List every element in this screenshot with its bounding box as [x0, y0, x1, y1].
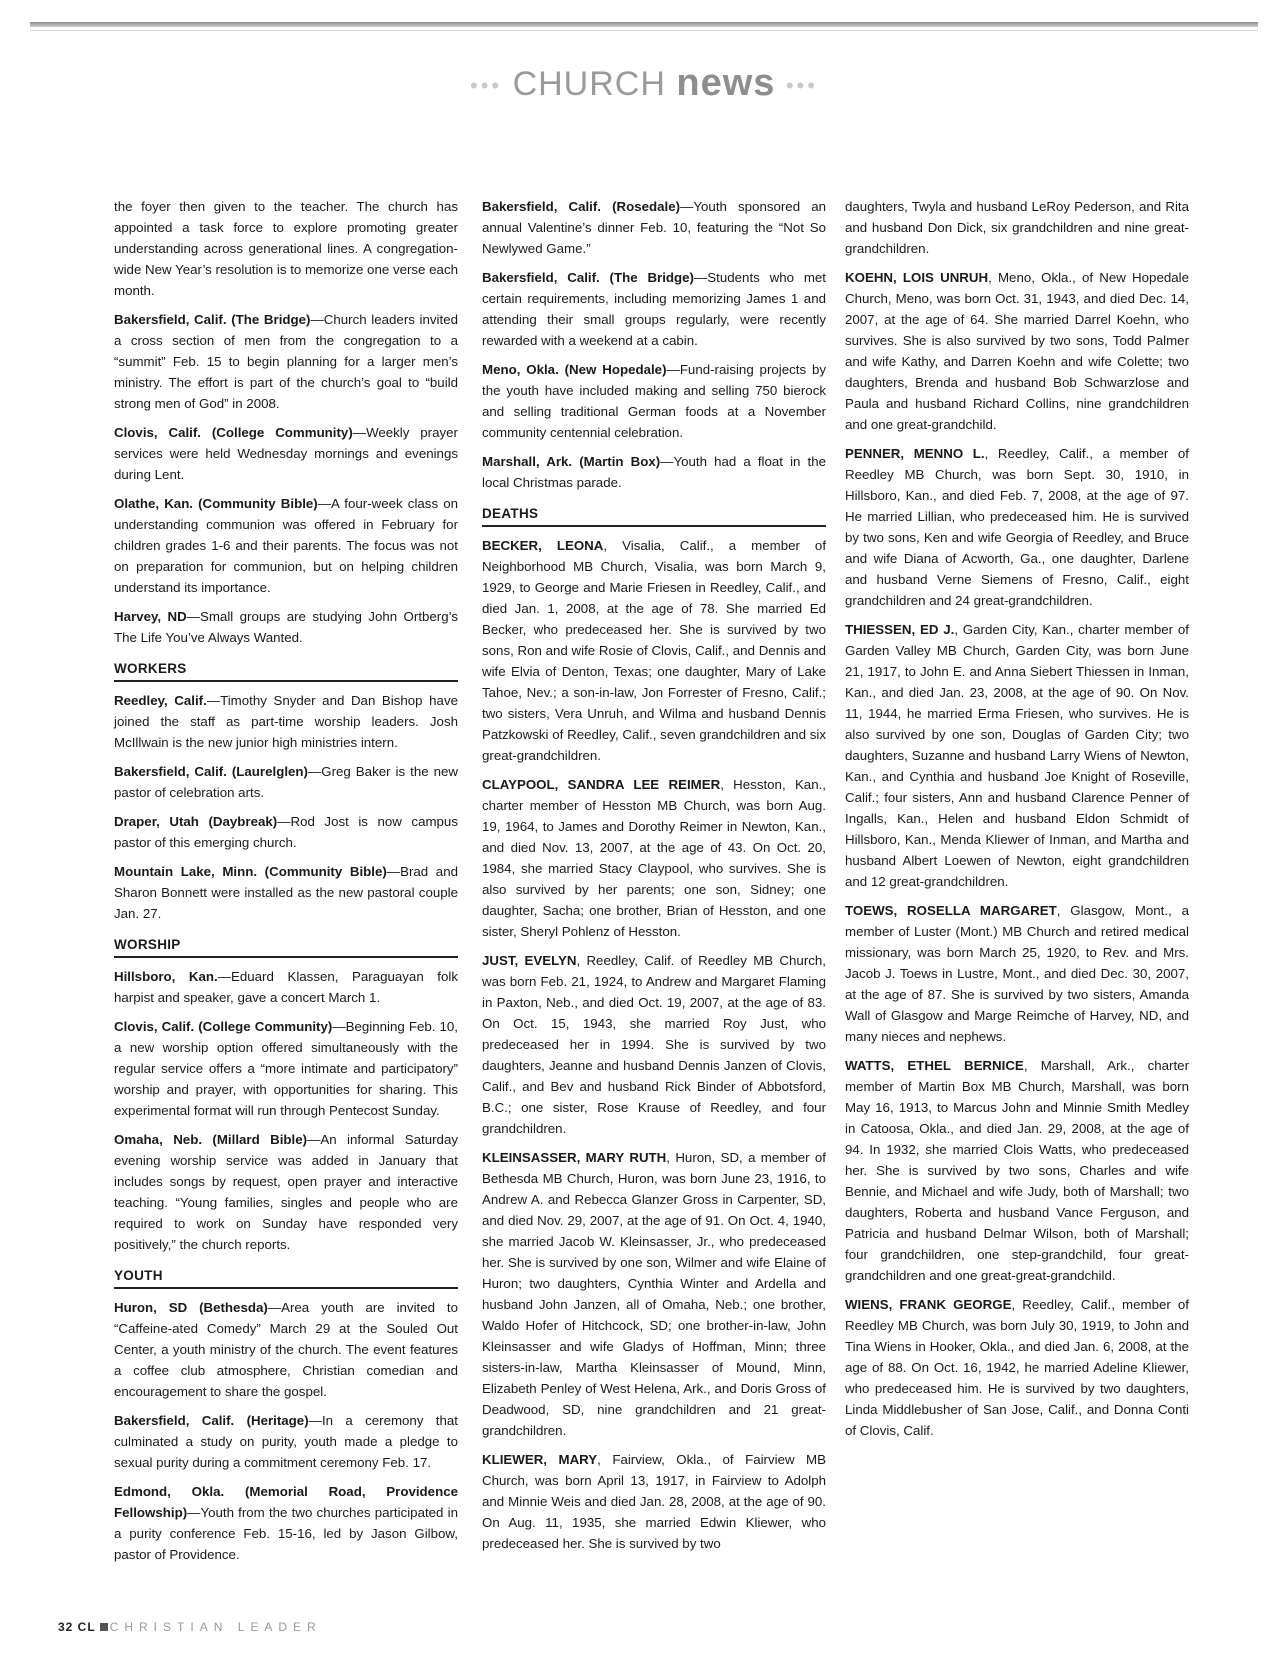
paragraph-lead: Bakersfield, Calif. (Laurelglen) — [114, 764, 308, 779]
news-paragraph — [114, 309, 458, 414]
header-dots-right: ••• — [785, 73, 818, 99]
news-items-worship — [114, 966, 458, 1255]
section-header — [0, 62, 1288, 105]
header-dots-left: ••• — [470, 73, 503, 99]
news-paragraph — [482, 1449, 826, 1554]
paragraph-text: —Small groups are studying John Ortberg’s The Life You’ve Always Wanted. — [114, 609, 458, 645]
paragraph-text: the foyer then given to the teacher. The church has appointed a task force to explore promoting greater understanding across generational lines. A congregation-wide New Year’s resolution is to memorize one verse each month. — [114, 199, 458, 298]
paragraph-text: —Rod Jost is now campus pastor of this emerging church. — [114, 814, 458, 850]
paragraph-text: , Marshall, Ark., charter member of Martin Box MB Church, Marshall, was born May 16, 1913, to Marcus John and Minnie Smith Medley in Catoosa, Okla., and died Jan. 29, 2008, at the age of 94. In 1932, she married Clois Watts, who predeceased her. She is survived by two sons, Charles and wife Bennie, and Michael and wife Judy, both of Marshall; two daughters, Roberta and husband Vance Ferguson, and Patricia and husband Delmar Wilson, both of Marshall; four grandchildren, one step-grandchild, four great-grandchildren and one great-great-grandchild. — [845, 1058, 1189, 1283]
paragraph-text: —Beginning Feb. 10, a new worship option offered simultaneously with the regular service offers a “more intimate and participatory” worship and prayer, with opportunities for sharing. This experimental format will run through Pentecost Sunday. — [114, 1019, 458, 1118]
paragraph-text: —Youth sponsored an annual Valentine’s dinner Feb. 10, featuring the “Not So Newlywed Game.” — [482, 199, 826, 256]
paragraph-lead: Mountain Lake, Minn. (Community Bible) — [114, 864, 387, 879]
news-paragraph — [845, 619, 1189, 892]
news-paragraph — [114, 1481, 458, 1565]
news-paragraph — [114, 493, 458, 598]
paragraph-text: , Meno, Okla., of New Hopedale Church, Meno, was born Oct. 31, 1943, and died Dec. 14, 2007, at the age of 64. She married Darrel Koehn, who survives. She is also survived by two sons, Todd Palmer and wife Kathy, and Darren Koehn and wife Colette; two daughters, Brenda and husband Bob Schwarzlose and Paula and husband Richard Collins, nine grandchildren and one great-grandchild. — [845, 270, 1189, 432]
paragraph-text: —Students who met certain requirements, including memorizing James 1 and attending their small groups regularly, were recently rewarded with a weekend at a cabin. — [482, 270, 826, 348]
news-paragraph — [114, 1129, 458, 1255]
paragraph-lead: Bakersfield, Calif. (Heritage) — [114, 1413, 309, 1428]
paragraph-lead: THIESSEN, ED J. — [845, 622, 955, 637]
column-2 — [482, 196, 826, 1562]
news-paragraph — [114, 196, 458, 301]
paragraph-text: —Brad and Sharon Bonnett were installed as the new pastoral couple Jan. 27. — [114, 864, 458, 921]
paragraph-text: —An informal Saturday evening worship service was added in January that includes songs by request, open prayer and interactive teaching. “Young families, singles and people who are required to work on Sunday have responded very positively,” the church reports. — [114, 1132, 458, 1252]
paragraph-lead: Clovis, Calif. (College Community) — [114, 425, 353, 440]
obituary-list — [482, 535, 826, 1554]
column-3 — [845, 196, 1189, 1449]
section-heading-youth: YOUTH — [114, 1265, 458, 1289]
paragraph-lead: Bakersfield, Calif. (The Bridge) — [114, 312, 311, 327]
paragraph-lead: Meno, Okla. (New Hopedale) — [482, 362, 667, 377]
top-rule-thin — [30, 30, 1258, 31]
news-paragraph — [482, 774, 826, 942]
paragraph-text: —Church leaders invited a cross section of men from the congregation to a “summit” Feb. 15 to begin planning for a larger men’s ministry. The effort is part of the church’s goal to “build strong men of God” in 2008. — [114, 312, 458, 411]
paragraph-lead: WIENS, FRANK GEORGE — [845, 1297, 1012, 1312]
paragraph-text: daughters, Twyla and husband LeRoy Pederson, and Rita and husband Don Dick, six grandchildren and nine great-grandchildren. — [845, 199, 1189, 256]
news-items-workers — [114, 690, 458, 924]
paragraph-lead: Olathe, Kan. (Community Bible) — [114, 496, 318, 511]
paragraph-text: , Reedley, Calif. of Reedley MB Church, was born Feb. 21, 1924, to Andrew and Margaret Flaming in Paxton, Neb., and died Oct. 19, 2007, at the age of 83. On Oct. 15, 1943, she married Roy Just, who predeceased her in 1994. She is survived by two daughters, Jeanne and husband Dennis Janzen of Clovis, Calif., and Bev and husband Rick Binder of Abbotsford, B.C.; one sister, Rose Krause of Reedley, and four grandchildren. — [482, 953, 826, 1136]
news-items-general — [114, 196, 458, 648]
paragraph-lead: Huron, SD (Bethesda) — [114, 1300, 268, 1315]
news-paragraph — [114, 1410, 458, 1473]
news-items-youth — [114, 1297, 458, 1565]
news-paragraph — [482, 535, 826, 766]
news-paragraph — [845, 196, 1189, 259]
section-heading-workers: WORKERS — [114, 658, 458, 682]
news-paragraph — [482, 1147, 826, 1441]
paragraph-text: —Weekly prayer services were held Wednesday mornings and evenings during Lent. — [114, 425, 458, 482]
paragraph-text: —Youth had a float in the local Christmas parade. — [482, 454, 827, 490]
paragraph-text: —Eduard Klassen, Paraguayan folk harpist and speaker, gave a concert March 1. — [114, 969, 458, 1005]
paragraph-text: , Glasgow, Mont., a member of Luster (Mont.) MB Church and retired medical missionary, was born March 25, 1920, to Rev. and Mrs. Jacob J. Toews in Lustre, Mont., and died Dec. 30, 2007, at the age of 87. She is survived by two sisters, Amanda Wall of Glasgow and Marge Reimche of Harvey, ND, and many nieces and nephews. — [845, 903, 1189, 1044]
header-church: CHURCH — [512, 65, 666, 103]
paragraph-text: —Fund-raising projects by the youth have included making and selling 750 bierock and selling traditional German foods at a November community centennial celebration. — [482, 362, 827, 440]
paragraph-lead: PENNER, MENNO L. — [845, 446, 985, 461]
paragraph-lead: Bakersfield, Calif. (The Bridge) — [482, 270, 694, 285]
paragraph-text: , Garden City, Kan., charter member of Garden Valley MB Church, Garden City, was born June 21, 1917, to John E. and Anna Siebert Thiessen in Inman, Kan., and died Jan. 23, 2008, at the age of 90. On Nov. 11, 1944, he married Erma Friesen, who survives. He is also survived by one son, Douglas of Garden City; two daughters, Suzanne and husband Larry Wiens of Newton, Kan., and Cynthia and husband Joe Knight of Roseville, Calif.; four sisters, Ann and husband Clarence Penner of Ingalls, Kan., Helen and husband Eldon Schmidt of Hillsboro, Kan., Menda Kliewer of Inman, and Martha and husband Albert Loewen of Newton, eight grandchildren and 12 great-grandchildren. — [845, 622, 1189, 889]
news-paragraph — [114, 966, 458, 1008]
news-paragraph — [114, 761, 458, 803]
obituary-list-continued — [845, 196, 1189, 1441]
paragraph-text: —Timothy Snyder and Dan Bishop have joined the staff as part-time worship leaders. Josh McIllwain is the new junior high ministries intern. — [114, 693, 458, 750]
news-paragraph — [482, 451, 826, 493]
paragraph-lead: Edmond, Okla. (Memorial Road, Providence Fellowship) — [114, 1484, 458, 1520]
paragraph-lead: Omaha, Neb. (Millard Bible) — [114, 1132, 308, 1147]
paragraph-lead: KLEINSASSER, MARY RUTH — [482, 1150, 667, 1165]
paragraph-text: , Huron, SD, a member of Bethesda MB Church, Huron, was born June 23, 1916, to Andrew A. and Rebecca Glanzer Gross in Carpenter, SD, and died Nov. 29, 2007, at the age of 91. On Oct. 4, 1940, she married Jacob W. Kleinsasser, Jr., who predeceased her. She is survived by one son, Wilmer and wife Elaine of Huron; two daughters, Cynthia Winter and Ardella and husband John Janzen, all of Omaha, Neb.; one brother, Waldo Hofer of Hitchcock, SD; one brother-in-law, John Kleinsasser and wife Gladys of Hoffman, Minn; three sisters-in-law, Martha Kleinsasser of Mound, Minn, Elizabeth Penley of West Helena, Ark., and Doris Gross of Deadwood, SD, nine grandchildren and 21 great-grandchildren. — [482, 1150, 826, 1438]
paragraph-text: , Hesston, Kan., charter member of Hesston MB Church, was born Aug. 19, 1964, to James and Dorothy Reimer in Newton, Kan., and died Nov. 13, 2007, at the age of 43. On Oct. 20, 1984, she married Stacy Claypool, who survives. She is also survived by her parents; one son, Sidney; one daughter, Sacha; one brother, Brian of Hesston, and one sister, Sheryl Pohlenz of Hesston. — [482, 777, 826, 939]
paragraph-lead: JUST, EVELYN — [482, 953, 577, 968]
paragraph-lead: Bakersfield, Calif. (Rosedale) — [482, 199, 681, 214]
news-paragraph — [114, 690, 458, 753]
paragraph-lead: KOEHN, LOIS UNRUH — [845, 270, 989, 285]
paragraph-lead: TOEWS, ROSELLA MARGARET — [845, 903, 1057, 918]
publication-name: CHRISTIAN LEADER — [109, 1620, 322, 1634]
news-paragraph — [482, 359, 826, 443]
news-paragraph — [845, 267, 1189, 435]
paragraph-text: —A four-week class on understanding communion was offered in February for children grades 1-6 and their parents. The focus was not on preparation for communion, but on helping children understand its importance. — [114, 496, 459, 595]
paragraph-lead: BECKER, LEONA — [482, 538, 604, 553]
paragraph-text: —Greg Baker is the new pastor of celebration arts. — [114, 764, 458, 800]
page-number: 32 CL — [58, 1620, 96, 1634]
paragraph-lead: CLAYPOOL, SANDRA LEE REIMER — [482, 777, 721, 792]
section-heading-worship: WORSHIP — [114, 934, 458, 958]
paragraph-lead: Clovis, Calif. (College Community) — [114, 1019, 333, 1034]
paragraph-lead: Hillsboro, Kan. — [114, 969, 218, 984]
news-paragraph — [845, 443, 1189, 611]
footer-square-icon — [100, 1623, 108, 1631]
paragraph-lead: Harvey, ND — [114, 609, 187, 624]
page-footer — [58, 1620, 322, 1634]
top-rule — [30, 22, 1258, 27]
news-paragraph — [114, 422, 458, 485]
paragraph-text: , Reedley, Calif., member of Reedley MB Church, was born July 30, 1919, to John and Tina Wiens in Hooker, Okla., and died Jan. 6, 2008, at the age of 88. On Oct. 16, 1942, he married Adeline Kliewer, who predeceased him. He is survived by two daughters, Linda Middlebusher of San Jose, Calif., and Donna Conti of Clovis, Calif. — [845, 1297, 1190, 1438]
header-news: news — [676, 62, 776, 104]
paragraph-lead: Reedley, Calif. — [114, 693, 207, 708]
news-paragraph — [114, 606, 458, 648]
news-paragraph — [482, 267, 826, 351]
paragraph-lead: Draper, Utah (Daybreak) — [114, 814, 278, 829]
column-1 — [114, 196, 458, 1573]
news-paragraph — [845, 1294, 1189, 1441]
paragraph-text: , Fairview, Okla., of Fairview MB Church, was born April 13, 1917, in Fairview to Adolph and Minnie Weis and died Jan. 28, 2008, at the age of 90. On Aug. 11, 1935, she married Edwin Kliewer, who predeceased her. She is survived by two — [482, 1452, 827, 1551]
news-paragraph — [114, 861, 458, 924]
paragraph-lead: KLIEWER, MARY — [482, 1452, 598, 1467]
news-paragraph — [114, 811, 458, 853]
paragraph-lead: WATTS, ETHEL BERNICE — [845, 1058, 1024, 1073]
news-paragraph — [482, 196, 826, 259]
news-items-youth-continued — [482, 196, 826, 493]
news-paragraph — [114, 1016, 458, 1121]
news-paragraph — [845, 1055, 1189, 1286]
news-paragraph — [114, 1297, 458, 1402]
paragraph-text: , Reedley, Calif., a member of Reedley MB Church, was born Sept. 30, 1910, in Hillsboro, Kan., and died Feb. 7, 2008, at the age of 97. He married Lillian, who predeceased him. He is survived by two sons, Ken and wife Georgia of Reedley, and Bruce and wife Diana of Acworth, Ga., one daughter, Darlene and husband Verne Siemens of Fresno, Calif., eight grandchildren and 24 great-grandchildren. — [845, 446, 1189, 608]
paragraph-text: —In a ceremony that culminated a study on purity, youth made a pledge to sexual purity during a commitment ceremony Feb. 17. — [114, 1413, 458, 1470]
paragraph-lead: Marshall, Ark. (Martin Box) — [482, 454, 661, 469]
section-heading-deaths: DEATHS — [482, 503, 826, 527]
news-paragraph — [482, 950, 826, 1139]
paragraph-text: —Youth from the two churches participated in a purity conference Feb. 15-16, led by Jason Gilbow, pastor of Providence. — [114, 1505, 458, 1562]
news-paragraph — [845, 900, 1189, 1047]
paragraph-text: —Area youth are invited to “Caffeine-ated Comedy” March 29 at the Souled Out Center, a youth ministry of the church. The event features a coffee club atmosphere, Christian comedian and encouragement to share the gospel. — [114, 1300, 458, 1399]
paragraph-text: , Visalia, Calif., a member of Neighborhood MB Church, Visalia, was born March 9, 1929, to George and Marie Friesen in Reedley, Calif., and died Jan. 1, 2008, at the age of 78. She married Ed Becker, who predeceased her. She is survived by two sons, Ron and wife Rosie of Clovis, Calif., and Dennis and wife Elvia of Denton, Texas; one daughter, Mary of Lake Tahoe, Nev.; a son-in-law, Jon Forrester of Fresno, Calif.; two sisters, Vera Unruh, and Wilma and husband Dennis Patzkowski of Reedley, Calif., seven grandchildren and six great-grandchildren. — [482, 538, 827, 763]
